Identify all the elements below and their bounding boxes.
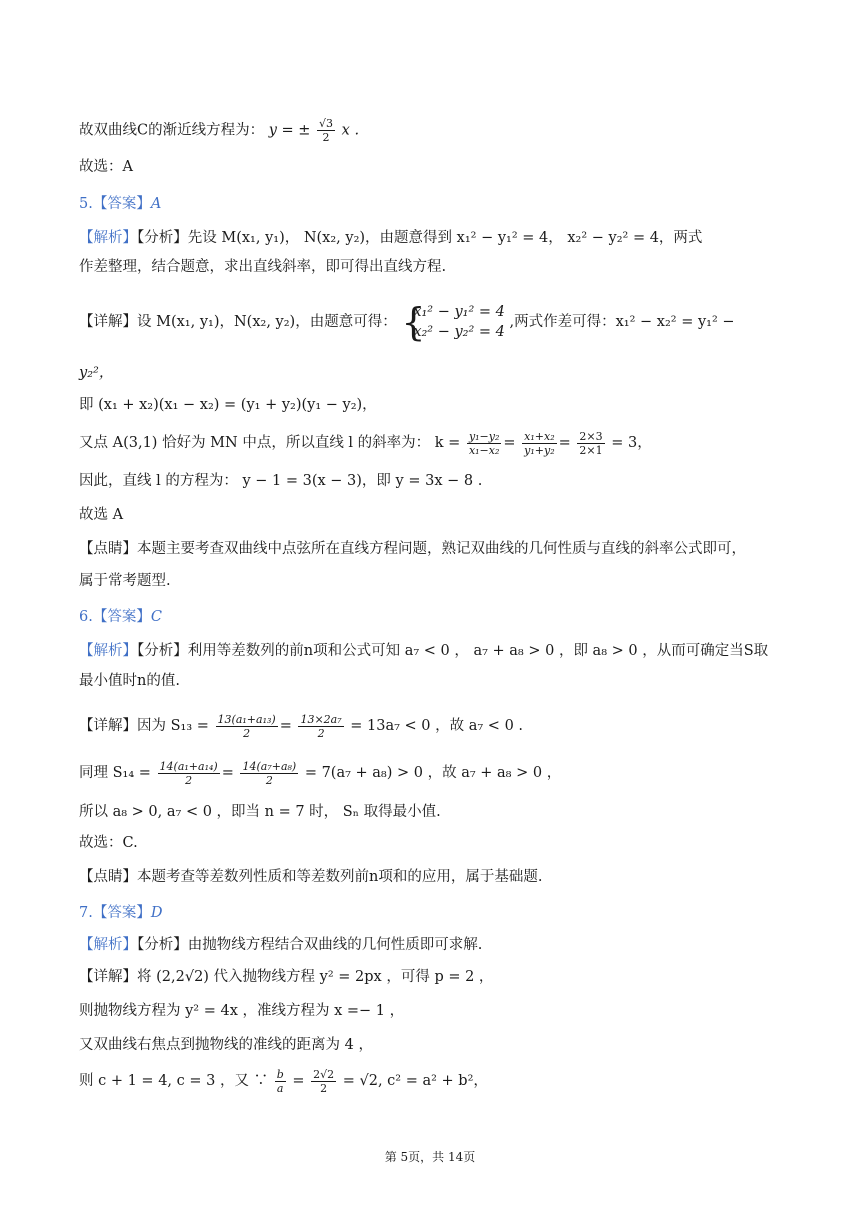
text: 故双曲线C的渐近线方程为：: [79, 122, 265, 139]
frac-num: x₁+x₂: [522, 430, 556, 444]
text: ,两式作差可得：x₁² − x₂² = y₁² −: [509, 314, 735, 330]
q6-analysis-cont: 最小值时n的值.: [79, 673, 180, 689]
text: 【分析】先设 M(x₁, y₁)， N(x₂, y₂)，由题意得到 x₁² − y₁² = 4， x₂² − y₂² = 4，两式: [137, 230, 703, 246]
q7-detail-line: [79, 1066, 790, 1096]
frac-den: x₁−x₂: [468, 443, 500, 457]
page-footer: 第 5页，共 14页: [384, 1150, 476, 1164]
fraction: [311, 1068, 336, 1095]
analysis-tag: 【解析】: [79, 937, 137, 953]
q5-remark: 【点睛】本题主要考查双曲线中点弦所在直线方程问题，熟记双曲线的几何性质与直线的斜率公式即可，: [79, 541, 746, 557]
text: 【详解】设 M(x₁, y₁)，N(x₂, y₂)，由题意可得：: [79, 314, 397, 330]
text: 【分析】利用等差数列的前n项和公式可知 a₇ < 0 ， a₇ + a₈ > 0 ，即 a₈ > 0 ，从而可确定当S取: [137, 643, 769, 659]
q5-answer-line: [79, 193, 790, 215]
system-row: x₁² − y₁² = 4: [413, 304, 505, 320]
q7-answer-line: [79, 902, 790, 924]
q5-remark-cont: 属于常考题型.: [79, 573, 171, 589]
q5-line: 因此，直线 l 的方程为： y − 1 = 3(x − 3)，即 y = 3x − 8 .: [79, 473, 483, 489]
answer-letter: C: [150, 609, 162, 625]
answer-tag: 【答案】: [92, 905, 151, 921]
fraction: [467, 430, 501, 457]
fraction: [158, 760, 220, 787]
frac-num: 13×2a₇: [300, 712, 342, 726]
frac-num: 14(a₇+a₈): [242, 759, 297, 773]
math: y = ±: [268, 122, 311, 139]
q5-analysis-cont: 作差整理，结合题意，求出直线斜率，即可得出直线方程.: [79, 259, 447, 275]
q7-line: 则抛物线方程为 y² = 4x ，准线方程为 x =− 1 ，: [79, 1003, 405, 1019]
q6-remark: 【点睛】本题考查等差数列性质和等差数列前n项和的应用，属于基础题.: [79, 869, 543, 885]
frac-num: √3: [319, 117, 334, 130]
system-row: x₂² − y₂² = 4: [413, 324, 505, 340]
text: = √2, c² = a² + b²，: [342, 1073, 488, 1089]
q5-analysis-line: [79, 227, 790, 249]
q6-line: 所以 a₈ > 0, a₇ < 0 ，即当 n = 7 时， Sₙ 取得最小值.: [79, 804, 441, 820]
frac-num: b: [276, 1067, 284, 1081]
q7-line: 又双曲线右焦点到抛物线的准线的距离为 4 ，: [79, 1037, 373, 1053]
frac-den: 2: [265, 773, 273, 787]
answer-tag: 【答案】: [92, 609, 151, 625]
text: = 3，: [611, 435, 652, 451]
text: 则 c + 1 = 4, c = 3 ，又 ∵: [79, 1073, 269, 1089]
q7-line: 【详解】将 (2,2√2) 代入抛物线方程 y² = 2px ，可得 p = 2 ，: [79, 969, 494, 985]
asymptote-line: [79, 117, 790, 144]
q5-number: 5.: [79, 196, 93, 212]
answer-tag: 【答案】: [92, 196, 151, 212]
q7-number: 7.: [79, 905, 93, 921]
analysis-tag: 【解析】: [79, 230, 137, 246]
q5-line: y₂²，: [79, 365, 114, 381]
frac-num: y₁−y₂: [468, 429, 500, 443]
q6-number: 6.: [79, 609, 93, 625]
q6-analysis-line: [79, 640, 790, 662]
fraction: [240, 760, 298, 787]
q5-slope-line: 又点 A(3,1) 恰好为 MN 中点，所以直线 l 的斜率为： k = $\frac{\text{y₁−y₂}}{\text{x₁−x₂}}$ = $\frac{\text{x₁+x₂}}{\text{y₁+y₂}}$ = $\frac{2\times 3}{2\times 1}$ = 3，: [79, 429, 652, 457]
answer-letter: D: [150, 905, 163, 921]
frac-den: 2×1: [579, 443, 603, 457]
fraction: [216, 713, 278, 740]
fraction: [298, 713, 343, 740]
analysis-tag: 【解析】: [79, 643, 137, 659]
frac-num: 13(a₁+a₁₃): [217, 712, 276, 726]
answer-letter: A: [150, 196, 162, 212]
fraction: [317, 117, 335, 144]
q5-line: 即 (x₁ + x₂)(x₁ − x₂) = (y₁ + y₂)(y₁ − y₂)，: [79, 397, 377, 413]
frac-den: 2: [185, 773, 193, 787]
q5-detail-line: [79, 300, 790, 344]
q6-line: 故选：C.: [79, 835, 138, 851]
q6-answer-line: [79, 606, 790, 628]
frac-num: 14(a₁+a₁₄): [159, 759, 218, 773]
frac-den: 2: [322, 131, 330, 144]
brace: {: [401, 300, 426, 344]
text: 【详解】因为 S₁₃ =: [79, 718, 209, 734]
frac-num: 2√2: [313, 1067, 335, 1081]
q5-line: 故选 A: [79, 507, 124, 523]
q7-analysis-line: [79, 934, 790, 956]
fraction: [522, 430, 556, 457]
text: 【分析】由抛物线方程结合双曲线的几何性质即可求解.: [137, 937, 483, 953]
choice-line: 故选：A: [79, 159, 133, 175]
text: 同理 S₁₄ =: [79, 765, 151, 781]
frac-den: y₁+y₂: [524, 443, 555, 457]
text: = 13a₇ < 0 ，故 a₇ < 0 .: [350, 718, 524, 734]
text: =: [292, 1073, 305, 1089]
text: 又点 A(3,1) 恰好为 MN 中点，所以直线 l 的斜率为： k =: [79, 435, 461, 451]
text: = 7(a₇ + a₈) > 0 ，故 a₇ + a₈ > 0 ，: [304, 765, 562, 781]
frac-num: 2×3: [579, 429, 603, 443]
frac-den: 2: [243, 726, 251, 740]
frac-den: 2: [320, 1081, 328, 1095]
math: x .: [341, 122, 360, 139]
q6-detail-line: 【详解】因为 S₁₃ = $\frac{\text{13(a₁+a₁₃)}}{2}$ = $\frac{\text{13×2a₇}}{2}$ = 13a₇ < 0 ，故 a₇ < 0 .: [79, 712, 524, 740]
q6-similar-line: 同理 S₁₄ = $\frac{\text{14(a₁+a₁₄)}}{2}$ = $\frac{\text{14(a₇+a₈)}}{2}$ = 7(a₇ + a₈) > 0 ，故 a₇ + a₈ > 0 ，: [79, 759, 562, 787]
frac-den: 2: [317, 726, 325, 740]
frac-den: a: [276, 1081, 284, 1095]
fraction: [275, 1068, 286, 1095]
equation-system: [401, 302, 505, 342]
fraction: [577, 430, 604, 457]
